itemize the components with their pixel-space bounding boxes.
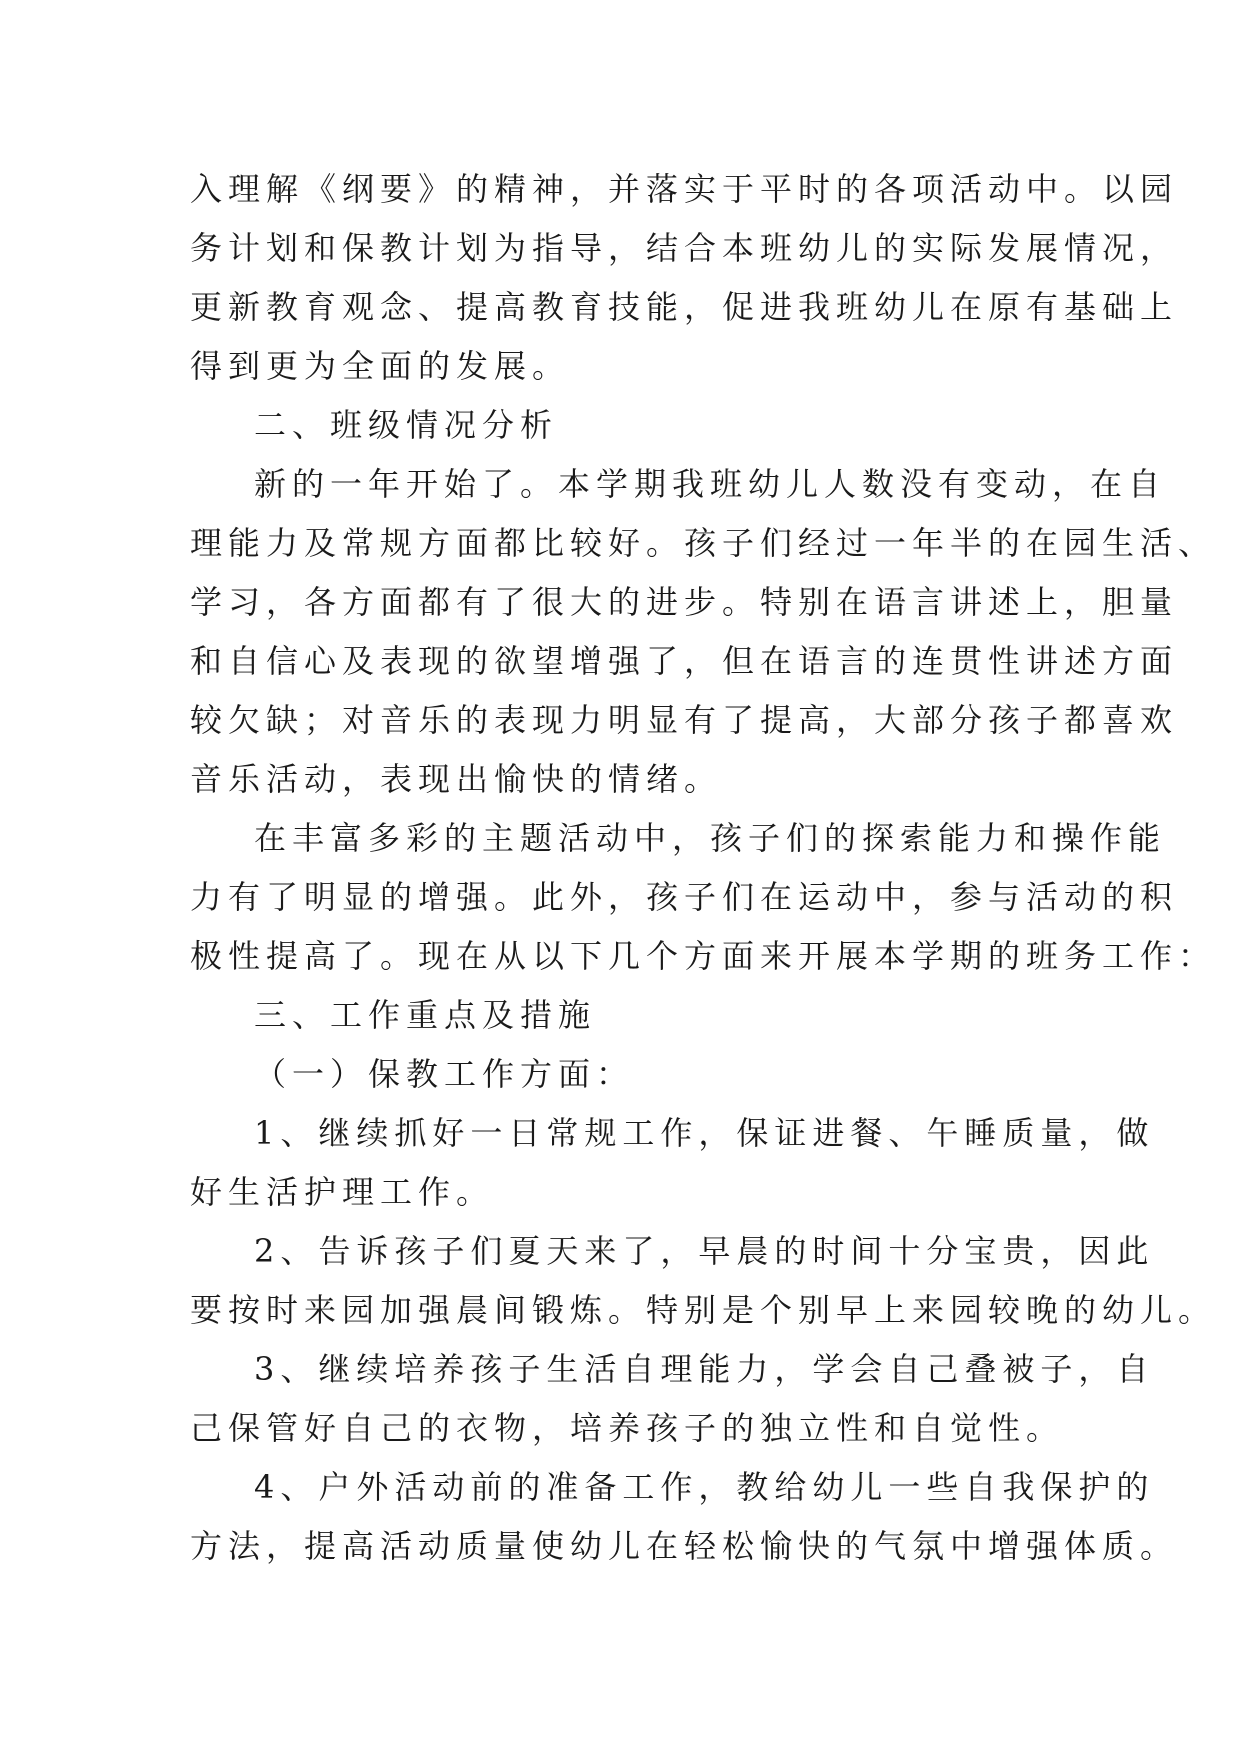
text-line: 理能力及常规方面都比较好。孩子们经过一年半的在园生活、: [190, 524, 1217, 562]
text-line: 务计划和保教计划为指导，结合本班幼儿的实际发展情况，: [190, 229, 1179, 267]
subsection-heading: （一）保教工作方面：: [254, 1055, 635, 1093]
list-item: 2、告诉孩子们夏天来了，早晨的时间十分宝贵，因此: [254, 1232, 1155, 1270]
text-line: 极性提高了。现在从以下几个方面来开展本学期的班务工作：: [190, 937, 1217, 975]
text-line: 在丰富多彩的主题活动中，孩子们的探索能力和操作能: [254, 819, 1167, 857]
text-line: 入理解《纲要》的精神，并落实于平时的各项活动中。以园: [190, 170, 1179, 208]
text-line: 音乐活动，表现出愉快的情绪。: [190, 760, 723, 798]
text-line: 得到更为全面的发展。: [190, 347, 571, 385]
text-line: 较欠缺；对音乐的表现力明显有了提高，大部分孩子都喜欢: [190, 701, 1179, 739]
text-line: 更新教育观念、提高教育技能，促进我班幼儿在原有基础上: [190, 288, 1179, 326]
text-line: 和自信心及表现的欲望增强了，但在语言的连贯性讲述方面: [190, 642, 1179, 680]
text-line: 要按时来园加强晨间锻炼。特别是个别早上来园较晚的幼儿。: [190, 1291, 1217, 1329]
list-item: 3、继续培养孩子生活自理能力，学会自己叠被子，自: [254, 1350, 1155, 1388]
document-body: [190, 160, 1217, 1576]
text-line: 学习，各方面都有了很大的进步。特别在语言讲述上，胆量: [190, 583, 1179, 621]
list-item: 4、户外活动前的准备工作，教给幼儿一些自我保护的: [254, 1468, 1155, 1506]
list-item: 1、继续抓好一日常规工作，保证进餐、午睡质量，做: [254, 1114, 1155, 1152]
section-heading: 三、工作重点及措施: [254, 996, 597, 1034]
text-line: 新的一年开始了。本学期我班幼儿人数没有变动，在自: [254, 465, 1167, 503]
text-line: 力有了明显的增强。此外，孩子们在运动中，参与活动的积: [190, 878, 1179, 916]
text-line: 好生活护理工作。: [190, 1173, 495, 1211]
text-line: 己保管好自己的衣物，培养孩子的独立性和自觉性。: [190, 1409, 1065, 1447]
section-heading: 二、班级情况分析: [254, 406, 559, 444]
text-line: 方法，提高活动质量使幼儿在轻松愉快的气氛中增强体质。: [190, 1527, 1179, 1565]
